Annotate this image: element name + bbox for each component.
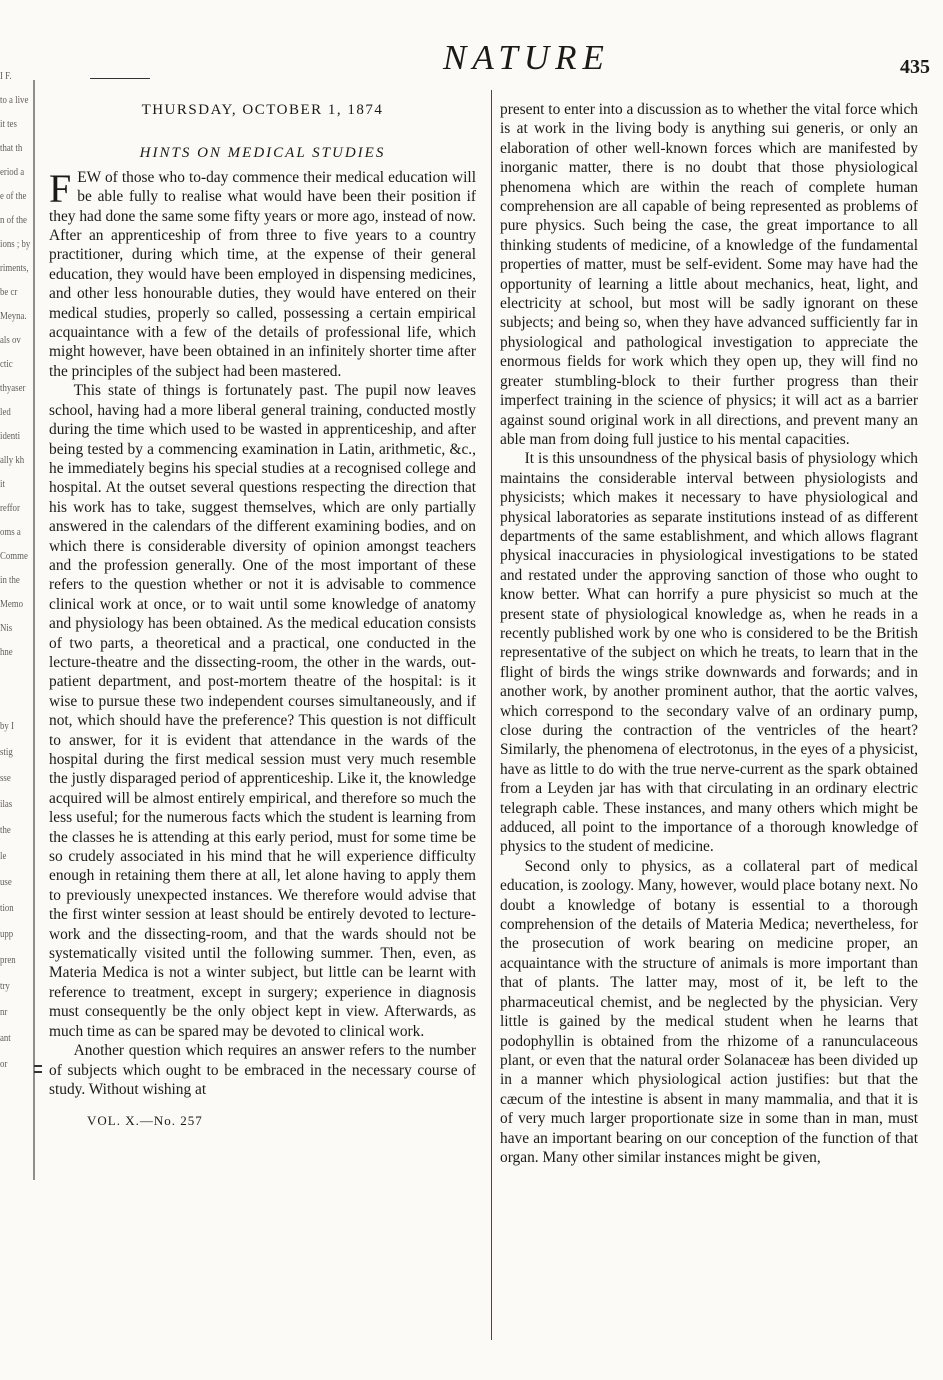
margin-fragment: ions ; by — [0, 238, 31, 250]
paragraph: This state of things is fortunately past. The pupil now leaves school, having had a more liberal general training, conducted mostly during the time which used to be wasted in apprenticeship, and after being tested by a commencing examination in Latin, arithmetic, &c., he immediately begins his special studies at a recognised college and hospital. At the outset several questions respecting the direction that his work has to take, suggest themselves, which are only partially answered in the calendars of the different examining bodies, and on which there is considerable diversity of opinion amongst teachers and the profession generally. One of the most important of these refers to the question whether or not it is advisable to commence clinical work at once, or to wait until some knowledge of anatomy and physiology has been obtained. As the medical education consists of two parts, a theoretical and a practical, one conducted in the lecture-theatre and the dissecting-room, the other in the wards, out-patient department, and post-mortem theatre of the hospital: is it wise to pursue these two independent courses simultaneously, and if not, which should have the preference? This question is not difficult to answer, for it is evident that attendance in the wards of the hospital during the first medical session must very much resemble the justly disparaged period of apprenticeship. Like it, the knowledge acquired will be almost entirely empirical, and therefore so much the less useful; for the numerous facts which the student is learning from the classes he is attending at this early period, must for some time be so crudely associated in his mind that he will experience difficulty enough in retaining them there at all, let alone having to apply them to previously unexpected instances. We therefore would advise that the first winter session at least should be entirely devoted to lecture-work and the dissecting-room, and that the wards should not be systematically visited until the following summer. Then, even, as Materia Medica is not a winter subject, but little can be learnt with reference to treatment, except in surgery; experience in diagnosis must consequently be the only object kept in view. Afterwards, as much time as can be spared may be devoted to clinical work. — [49, 382, 476, 1040]
article-title: HINTS ON MEDICAL STUDIES — [139, 145, 386, 162]
margin-fragment: by I — [0, 720, 14, 732]
margin-fragment: sse — [0, 772, 11, 784]
margin-fragment: led — [0, 406, 11, 418]
margin-fragment: eriod a — [0, 166, 25, 178]
margin-fragment: thyaser — [0, 382, 26, 394]
dateline: THURSDAY, OCTOBER 1, 1874 — [141, 102, 384, 118]
margin-fragment: tion — [0, 902, 14, 914]
margin-fragment: reffor — [0, 502, 20, 514]
margin-fragment: n of the — [0, 214, 27, 226]
paragraph: Another question which requires an answer refers to the number of subjects which ought to be embraced in the necessary course of study. Without wishing at — [49, 1042, 476, 1098]
margin-fragment: pren — [0, 954, 16, 966]
margin-fragment: le — [0, 850, 7, 862]
paragraph — [49, 165, 476, 381]
margin-fragment: oms a — [0, 526, 21, 538]
margin-fragment: ally kh — [0, 454, 25, 466]
paragraph: present to enter into a discussion as to whether the vital force which is at work in the living body is anything sui generis, or only an elaboration of other well-known forces which are manifested by inorganic matter, there is no doubt that those physiological phenomena which are within the reach of complete human comprehension are all capable of being represented as problems of pure physics. Such being the case, the great importance to all thinking students of medicine, of a knowledge of the fundamental properties of matter, must be self-evident. Some may have had the opportunity of learning a little about mechanics, heat, light, and electricity at school, but most will be sadly ignorant on these subjects; and being so, when they have advanced sufficiently far in physiological and pathological investigation to appreciate the enormous fields for work which they open up, they will find no greater stumbling-block to their further progress than their imperfect training in the science of physics; it will act as a barrier against sound original work in all directions, and prevent many an able man from doing full justice to his mental capacities. — [500, 101, 918, 448]
journal-masthead: NATURE — [443, 38, 610, 77]
drop-cap: F — [49, 165, 72, 211]
margin-fragment: it tes — [0, 118, 17, 130]
page-number: 435 — [900, 56, 930, 78]
margin-fragment: that th — [0, 142, 23, 154]
paragraph-text: EW of those who to-day commence their medical education will be able fully to realise what would have been their position if they had done the same some fifty years or more ago, instead of now. After an apprenticeship of from three to five years to a country practitioner, during which time, at the expense of their general education, they would have been employed in dispensing medicines, and other less honourable duties, they would have entered on their medical studies, properly so called, possessing a certain empirical acquaintance with a few of the details of professional life, which might however, have been obtained in an infinitely shorter time after the principles of the subject had been mastered. — [49, 168, 476, 380]
paragraph: It is this unsoundness of the physical basis of physiology which maintains the considerable interval between physiologists and physicists; which makes it necessary to have physiological and physical laboratories as separate institutions instead of as different departments of the same establishment, and which allows flagrant physical inaccuracies in physiological investigations to be stated and restated under the approving sanction of those who ought to know better. What can horrify a pure physicist so much at the present state of physiological knowledge as, when he reads in a recently published work by one who is considered to be the British representative of the subject on which he treats, to learn that in the flight of birds the wings strike downwards and forwards; and in another work, by another prominent author, that the aortic valves, which correspond to the secondary valve of an ordinary pump, close during the contraction of the ventricles of the heart? Similarly, the phenomena of electrotonus, in the eyes of a physicist, have as little to do with the true nerve-current as the spark obtained from a Leyden jar has with that circulating in an ordinary electric telegraph cable. These instances, and many others which might be adduced, all point to the importance of a thorough knowledge of physics to the student of medicine. — [500, 450, 918, 856]
page-header — [40, 28, 940, 88]
margin-fragment: I F. — [0, 70, 12, 82]
margin-fragment: identi — [0, 430, 21, 442]
margin-fragment: to a live — [0, 94, 29, 106]
right-column — [500, 100, 918, 1167]
margin-fragment: upp — [0, 928, 14, 940]
margin-fragment: Comme — [0, 550, 28, 562]
margin-fragment: e of the — [0, 190, 27, 202]
margin-fragment: ctic — [0, 358, 13, 370]
margin-fragment: or — [0, 1058, 8, 1070]
gutter-mark — [34, 1065, 42, 1067]
margin-fragment: nr — [0, 1006, 8, 1018]
margin-fragment: ant — [0, 1032, 11, 1044]
margin-fragment: riments, — [0, 262, 29, 274]
gutter-mark — [34, 1071, 42, 1073]
margin-fragment: als ov — [0, 334, 21, 346]
header-rule — [90, 78, 150, 79]
margin-fragment: Nis — [0, 622, 13, 634]
margin-fragment: ilas — [0, 798, 13, 810]
margin-fragment: Meyna. — [0, 310, 27, 322]
margin-fragment: use — [0, 876, 12, 888]
margin-fragment: it — [0, 478, 5, 490]
column-divider — [491, 90, 492, 1340]
margin-fragment: Memo — [0, 598, 23, 610]
margin-fragment: in the — [0, 574, 20, 586]
volume-number: VOL. X.—No. 257 — [87, 1113, 203, 1129]
margin-fragment: be cr — [0, 286, 18, 298]
margin-fragment: the — [0, 824, 11, 836]
margin-rule — [33, 80, 35, 1180]
margin-fragment: try — [0, 980, 10, 992]
paragraph: Second only to physics, as a collateral part of medical education, is zoology. Many, however, would place botany next. No doubt a knowledge of botany is essential to a thorough comprehension of the details of Materia Medica; nevertheless, for the prosecution of work bearing on medicine proper, an acquaintance with the structure of animals is more important than that of plants. The latter may, most of it, be left to the pharmaceutical chemist, and be neglected by the physician. Very little is gained by the medical student when he learns that podophyllin is obtained from the rhizome of a ranunculaceous plant, or even that the natural order Solanaceæ has been divided up in a manner which physiological action justifies: but that the cæcum of the intestine is absent in many mammalia, and that it is of very much larger proportionate size in some than in man, must have an important bearing on our conception of the function of that organ. Many other similar instances might be given, — [500, 857, 918, 1166]
left-column — [49, 93, 476, 1131]
margin-fragment: hne — [0, 646, 13, 658]
margin-fragment: stig — [0, 746, 13, 758]
